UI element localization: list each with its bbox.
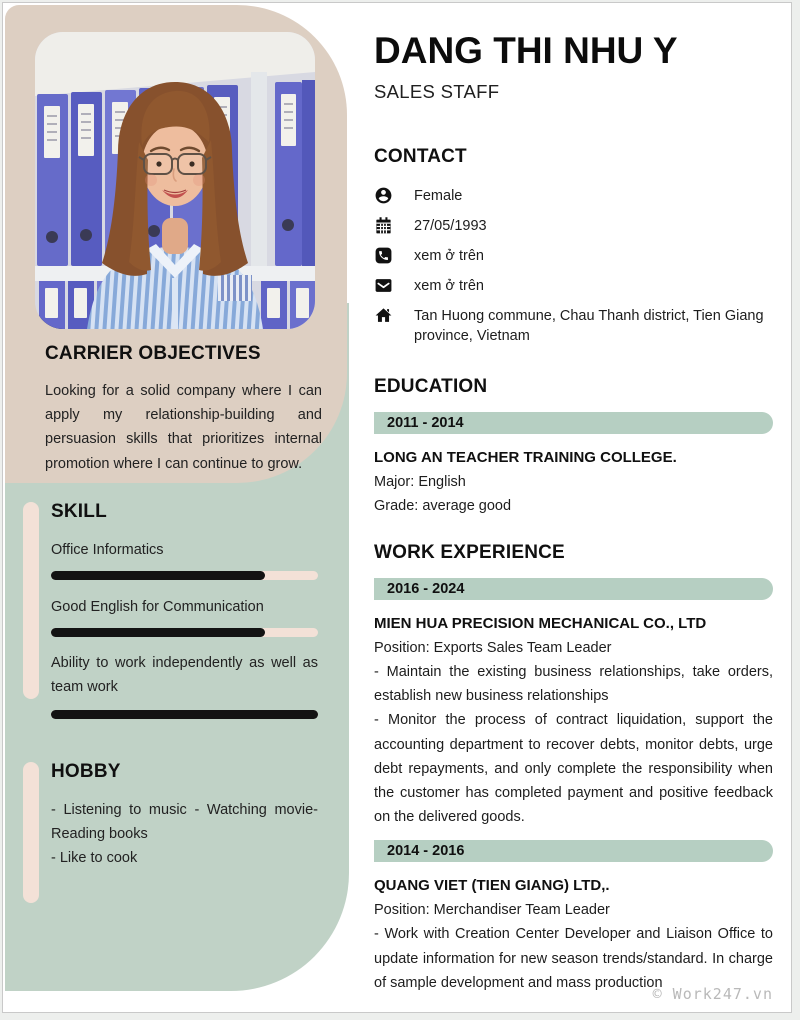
calendar-icon <box>374 216 393 235</box>
home-icon <box>374 306 393 325</box>
hobby-heading: HOBBY <box>51 761 121 782</box>
contact-row <box>374 215 774 236</box>
person-icon <box>374 186 393 205</box>
education-heading: EDUCATION <box>374 376 488 397</box>
work-heading: WORK EXPERIENCE <box>374 542 565 563</box>
skill-label: Ability to work independently as well as team work <box>51 655 318 695</box>
objectives-text: Looking for a solid company where I can apply my relationship-building and persuasion skills that prioritizes internal promotion where I can continue to grow. <box>45 383 322 472</box>
skill-bar <box>51 628 318 637</box>
candidate-name: DANG THI NHU Y <box>374 30 678 71</box>
hobby-rail-decoration <box>23 762 39 903</box>
period-badge: 2014 - 2016 <box>374 840 773 862</box>
hobby-line: - Like to cook <box>51 850 138 867</box>
skill-bar-fill <box>51 571 265 580</box>
skill-bar <box>51 710 318 719</box>
contact-row <box>374 245 774 266</box>
section-education <box>374 375 773 518</box>
profile-photo <box>35 32 315 329</box>
phone-icon <box>374 246 393 265</box>
cv-page <box>2 2 792 1013</box>
objectives-heading: CARRIER OBJECTIVES <box>45 343 261 364</box>
contact-heading: CONTACT <box>374 146 467 167</box>
contact-list <box>374 185 774 346</box>
skill-bar-fill <box>51 710 318 719</box>
contact-row <box>374 305 774 346</box>
skill-bar-fill <box>51 628 265 637</box>
watermark: © Work247.vn <box>652 985 773 1003</box>
hobby-line: - Listening to music - Watching movie- Reading books <box>51 802 318 843</box>
section-work-experience <box>374 541 773 995</box>
contact-row <box>374 185 774 206</box>
skill-heading: SKILL <box>51 501 107 522</box>
profile-photo-illustration <box>35 32 315 329</box>
section-contact <box>374 145 774 355</box>
work-detail: - Maintain the existing business relationships, take orders, establish new business relationships <box>374 664 773 705</box>
company-name: MIEN HUA PRECISION MECHANICAL CO., LTD <box>374 615 707 632</box>
skill-label: Office Informatics <box>51 542 164 558</box>
section-hobby <box>51 760 318 871</box>
work-detail: - Work with Creation Center Developer and Liaison Office to update information for new season trends/standard. In charge of sample development and mass production <box>374 926 773 991</box>
work-detail: - Monitor the process of contract liquidation, support the accounting department to recover debts, monitor debts, urge debt repayments, and only complete the responsibility when the customer has completed payment and positive feedback on the delivered goods. <box>374 712 773 826</box>
contact-value: xem ở trên <box>414 278 484 294</box>
candidate-title: SALES STAFF <box>374 81 500 102</box>
education-detail: Grade: average good <box>374 498 512 514</box>
skill-label: Good English for Communication <box>51 599 264 615</box>
section-skill <box>51 500 318 719</box>
position-line: Position: Exports Sales Team Leader <box>374 640 612 656</box>
skill-rail-decoration <box>23 502 39 699</box>
contact-value: Female <box>414 188 463 204</box>
section-objectives <box>45 342 322 476</box>
header-block <box>374 29 774 103</box>
period-badge: 2016 - 2024 <box>374 578 773 600</box>
company-name: QUANG VIET (TIEN GIANG) LTD,. <box>374 877 610 895</box>
contact-value: xem ở trên <box>414 248 484 264</box>
mail-icon <box>374 276 393 295</box>
position-line: Position: Merchandiser Team Leader <box>374 902 610 919</box>
school-name: LONG AN TEACHER TRAINING COLLEGE. <box>374 449 677 466</box>
period-badge: 2011 - 2014 <box>374 412 773 434</box>
contact-row <box>374 275 774 296</box>
skill-bar <box>51 571 318 580</box>
education-detail: Major: English <box>374 474 466 490</box>
contact-value: Tan Huong commune, Chau Thanh district, Tien Giang province, Vietnam <box>414 308 764 344</box>
contact-value: 27/05/1993 <box>414 218 487 234</box>
